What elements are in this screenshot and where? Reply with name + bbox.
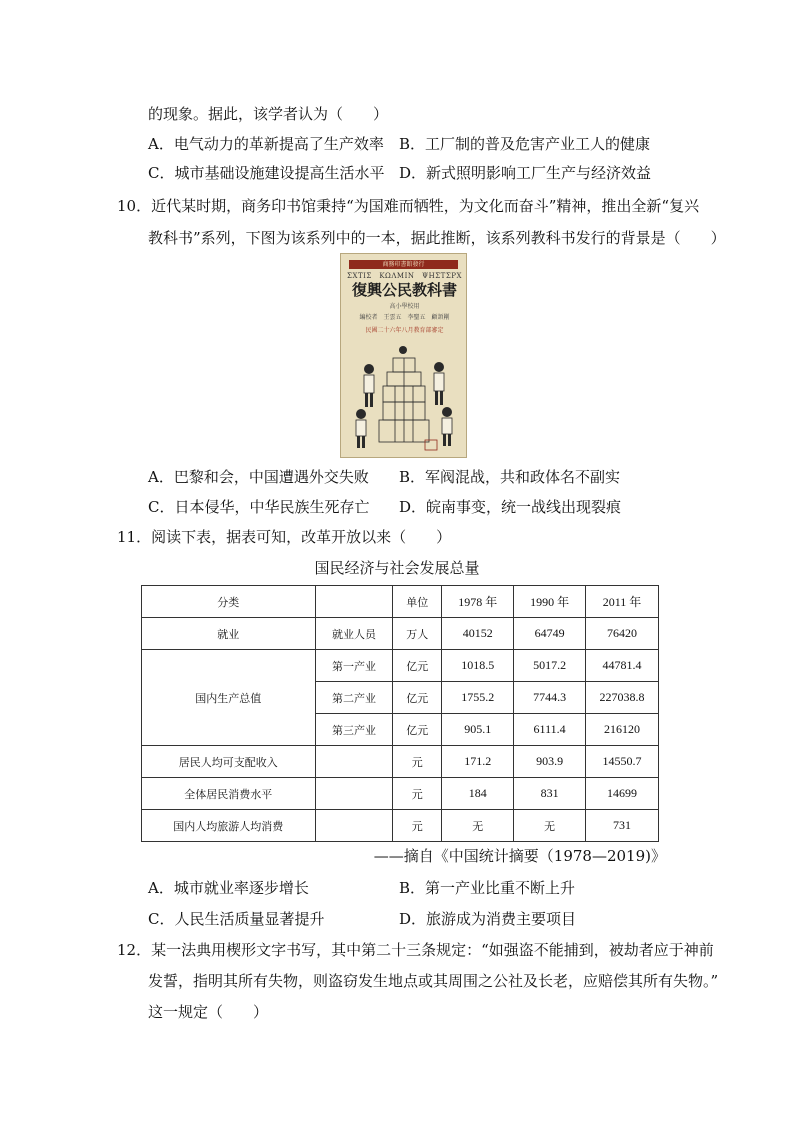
table-cell: 14699 bbox=[586, 778, 659, 810]
table-cell: 731 bbox=[586, 810, 659, 842]
q10-option-b[interactable]: B．军阀混战，共和政体名不副实 bbox=[399, 468, 621, 486]
header-cell: 2011 年 bbox=[586, 586, 659, 618]
table-cell: 亿元 bbox=[393, 682, 442, 714]
table-cell: 亿元 bbox=[393, 714, 442, 746]
q12-stem-line1: 12．某一法典用楔形文字书写，其中第二十三条规定：“如强盗不能捕到，被劫者应于神前 bbox=[117, 941, 714, 959]
q11-option-c[interactable]: C．人民生活质量显著提升 bbox=[148, 910, 325, 928]
q12-stem-line3: 这一规定（ ） bbox=[148, 1003, 269, 1021]
table-cell: 元 bbox=[393, 778, 442, 810]
cover-approval-text: 民國二十六年八月教育部審定 bbox=[365, 327, 444, 334]
header-cell: 分类 bbox=[142, 586, 316, 618]
table-cell: 第三产业 bbox=[315, 714, 393, 746]
table-cell bbox=[315, 778, 393, 810]
table-cell: 居民人均可支配收入 bbox=[142, 746, 316, 778]
q12-stem-line2: 发誓，指明其所有失物，则盗窃发生地点或其周围之公社及长老，应赔偿其所有失物。” bbox=[148, 972, 719, 990]
table-cell bbox=[315, 746, 393, 778]
table-cell: 1755.2 bbox=[442, 682, 514, 714]
table-row bbox=[142, 618, 659, 650]
q11-option-a[interactable]: A．城市就业率逐步增长 bbox=[148, 879, 309, 897]
table-cell: 171.2 bbox=[442, 746, 514, 778]
table-cell: 6111.4 bbox=[514, 714, 586, 746]
table-row bbox=[142, 778, 659, 810]
table-cell: 7744.3 bbox=[514, 682, 586, 714]
table-cell: 第二产业 bbox=[315, 682, 393, 714]
table-cell bbox=[315, 810, 393, 842]
table-cell: 216120 bbox=[586, 714, 659, 746]
header-cell: 单位 bbox=[393, 586, 442, 618]
table-cell: 184 bbox=[442, 778, 514, 810]
header-cell: 1978 年 bbox=[442, 586, 514, 618]
table-cell: 万人 bbox=[393, 618, 442, 650]
table-cell: 全体居民消费水平 bbox=[142, 778, 316, 810]
statistics-table bbox=[141, 585, 659, 842]
q11-option-d[interactable]: D．旅游成为消费主要项目 bbox=[399, 910, 577, 928]
q11-option-b[interactable]: B．第一产业比重不断上升 bbox=[399, 879, 576, 897]
cover-grade: 高小學校用 bbox=[389, 303, 420, 310]
table-cell: 64749 bbox=[514, 618, 586, 650]
q10-stem-line2: 教科书”系列，下图为该系列中的一本，据此推断，该系列教科书发行的背景是（ ） bbox=[148, 229, 726, 247]
q9-option-a[interactable]: A．电气动力的革新提高了生产效率 bbox=[148, 135, 384, 153]
table-cell: 903.9 bbox=[514, 746, 586, 778]
cover-editors: 編校者 王雲五 李聖五 顧頡剛 bbox=[359, 314, 450, 321]
table-row bbox=[142, 810, 659, 842]
q11-stem: 11．阅读下表，据表可知，改革开放以来（ ） bbox=[117, 528, 452, 546]
table-cell: 227038.8 bbox=[586, 682, 659, 714]
table-cell: 第一产业 bbox=[315, 650, 393, 682]
table-cell: 76420 bbox=[586, 618, 659, 650]
table-row bbox=[142, 746, 659, 778]
q9-option-b[interactable]: B．工厂制的普及危害产业工人的健康 bbox=[399, 135, 651, 153]
q10-option-d[interactable]: D．皖南事变，统一战线出现裂痕 bbox=[399, 498, 622, 516]
table-cell: 831 bbox=[514, 778, 586, 810]
q10-stem-line1: 10．近代某时期，商务印书馆秉持“为国难而牺牲，为文化而奋斗”精神，推出全新“复兴 bbox=[117, 197, 700, 215]
table-cell: 国内生产总值 bbox=[142, 650, 316, 746]
table-cell: 亿元 bbox=[393, 650, 442, 682]
cover-publisher-text: 商務印書館發行 bbox=[382, 261, 425, 268]
q9-option-d[interactable]: D．新式照明影响工厂生产与经济效益 bbox=[399, 164, 652, 182]
header-cell bbox=[315, 586, 393, 618]
table-row bbox=[142, 650, 659, 682]
header-cell: 1990 年 bbox=[514, 586, 586, 618]
table-cell: 905.1 bbox=[442, 714, 514, 746]
table-cell: 国内人均旅游人均消费 bbox=[142, 810, 316, 842]
textbook-cover-image bbox=[340, 253, 467, 458]
table-cell: 就业 bbox=[142, 618, 316, 650]
q10-option-a[interactable]: A．巴黎和会，中国遭遇外交失败 bbox=[148, 468, 369, 486]
table-title: 国民经济与社会发展总量 bbox=[314, 559, 480, 577]
table-cell: 无 bbox=[514, 810, 586, 842]
q9-option-c[interactable]: C．城市基础设施建设提高生活水平 bbox=[148, 164, 385, 182]
table-cell: 元 bbox=[393, 746, 442, 778]
q9-stem-tail: 的现象。据此，该学者认为（ ） bbox=[148, 105, 389, 123]
cover-transliteration: ΣΧΤΙΣ ΚΩΛΜΙΝ ΨΗΣΤΣΡΧ bbox=[347, 272, 462, 280]
cover-title: 復興公民教科書 bbox=[351, 281, 457, 299]
table-header-row bbox=[142, 586, 659, 618]
table-cell: 元 bbox=[393, 810, 442, 842]
table-cell: 无 bbox=[442, 810, 514, 842]
table-cell: 就业人员 bbox=[315, 618, 393, 650]
table-cell: 1018.5 bbox=[442, 650, 514, 682]
table-source: ——摘自《中国统计摘要（1978—2019)》 bbox=[373, 847, 666, 865]
table-cell: 5017.2 bbox=[514, 650, 586, 682]
q10-option-c[interactable]: C．日本侵华，中华民族生死存亡 bbox=[148, 498, 370, 516]
table-cell: 14550.7 bbox=[586, 746, 659, 778]
cover-illustration bbox=[341, 254, 467, 458]
table-cell: 44781.4 bbox=[586, 650, 659, 682]
table-cell: 40152 bbox=[442, 618, 514, 650]
